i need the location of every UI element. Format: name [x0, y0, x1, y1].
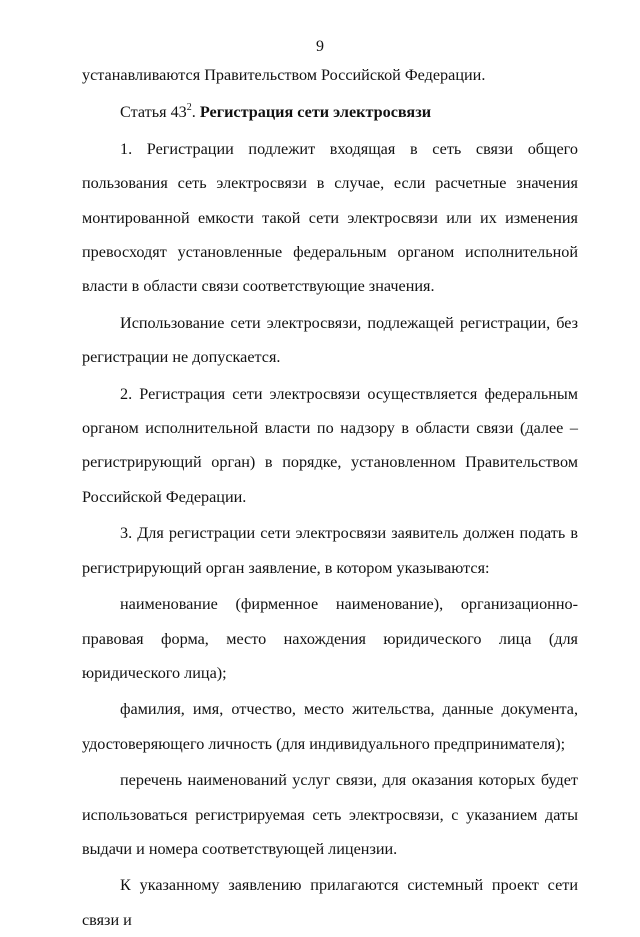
paragraph-2: Использование сети электросвязи, подлежащей регистрации, без регистрации не допускается.	[82, 313, 578, 367]
paragraph-1: 1. Регистрации подлежит входящая в сеть связи общего пользования сеть электросвязи в случае, если расчетные значения монтированной емкости такой сети электросвязи или их изменения превосходят установленные федеральным органом исполнительной власти в области связи соответствующие значения.	[82, 139, 578, 296]
page-number: 9	[316, 38, 324, 55]
paragraph-3: 2. Регистрация сети электросвязи осуществляется федеральным органом исполнительной власти по надзору в области связи (далее – регистрирующий орган) в порядке, установленном Правительством Российской Федерации.	[82, 384, 578, 506]
paragraph-4: 3. Для регистрации сети электросвязи заявитель должен подать в регистрирующий орган заявление, в котором указываются:	[82, 524, 578, 577]
article-dot: .	[191, 103, 200, 122]
paragraph-7: перечень наименований услуг связи, для оказания которых будет использоваться регистрируемая сеть электросвязи, с указанием даты выдачи и номера соответствующей лицензии.	[82, 771, 578, 858]
intro-line: устанавливаются Правительством Российской Федерации.	[82, 66, 486, 84]
document-body	[82, 58, 578, 937]
article-prefix: Статья 43	[120, 103, 187, 122]
paragraph-8: К указанному заявлению прилагаются системный проект сети связи и	[82, 876, 578, 929]
article-superscript: 2	[186, 102, 192, 114]
paragraph-5: наименование (фирменное наименование), организационно-правовая форма, место нахождения юридического лица (для юридического лица);	[82, 595, 578, 682]
paragraph-6: фамилия, имя, отчество, место жительства, данные документа, удостоверяющего личность (для индивидуального предпринимателя);	[82, 700, 578, 753]
article-title: Регистрация сети электросвязи	[199, 103, 432, 122]
article-heading	[82, 95, 578, 129]
